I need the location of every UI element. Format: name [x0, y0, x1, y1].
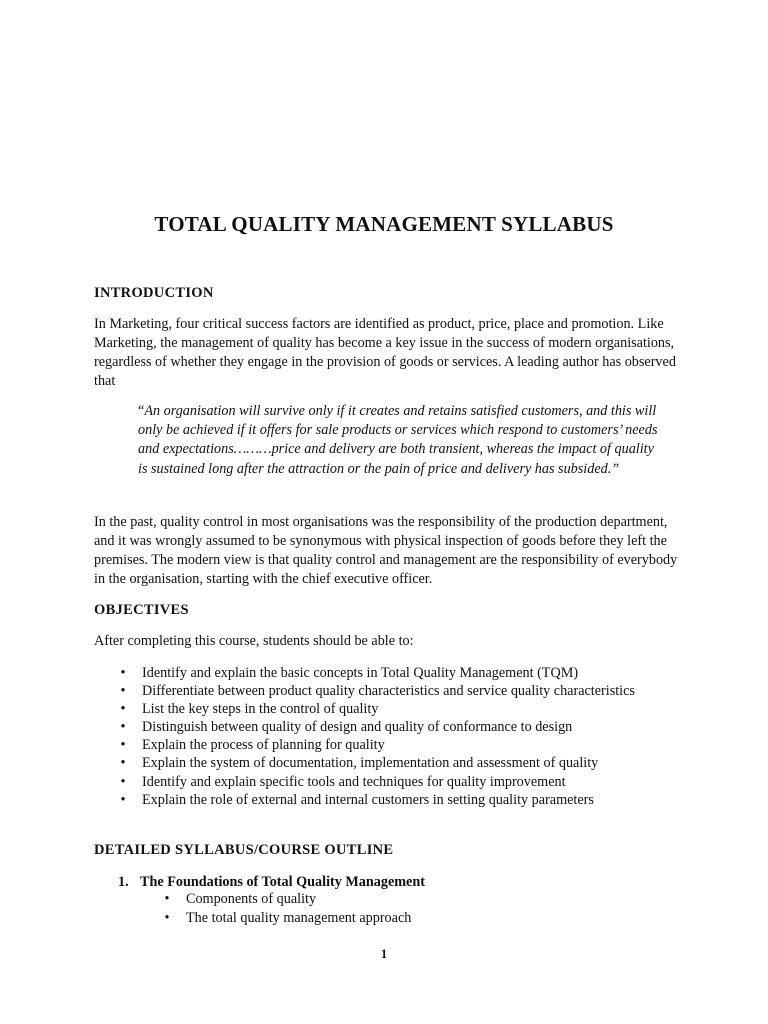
list-item	[162, 890, 662, 909]
module-title-text: The Foundations of Total Quality Management	[140, 874, 425, 890]
introduction-paragraph-2: In the past, quality control in most organisations was the responsibility of the production department, and it was wrongly assumed to be synonymous with physical inspection of goods before they left the premises. The modern view is that quality control and management are the responsibility of everybody in the organisation, starting with the chief executive officer.	[94, 514, 678, 587]
bullet-icon: •	[120, 773, 126, 790]
list-item	[118, 773, 678, 791]
list-item	[118, 754, 678, 772]
objective-text: Explain the process of planning for quality	[142, 737, 385, 754]
objective-text: Differentiate between product quality characteristics and service quality characteristics	[142, 683, 635, 700]
bullet-icon: •	[120, 683, 126, 700]
list-item	[118, 664, 678, 682]
objectives-list	[118, 664, 678, 809]
list-item	[118, 700, 678, 718]
introduction-paragraph-1: In Marketing, four critical success factors are identified as product, price, place and promotion. Like Marketing, the management of quality has become a key issue in the success of modern organisations, regardless of whether they engage in the provision of goods or services. A leading author has observed that	[94, 316, 676, 389]
objective-text: Identify and explain the basic concepts in Total Quality Management (TQM)	[142, 665, 579, 681]
bullet-icon: •	[120, 719, 126, 736]
topic-text: Components of quality	[186, 891, 317, 907]
document-title: TOTAL QUALITY MANAGEMENT SYLLABUS	[154, 212, 614, 236]
objective-text: Explain the system of documentation, implementation and assessment of quality	[142, 755, 599, 772]
introduction-heading: INTRODUCTION	[94, 285, 214, 301]
bullet-icon: •	[164, 909, 170, 926]
quotation-text: An organisation will survive only if it creates and retains satisfied customers, and this will only be achieved if it offers for sale products or services which respond to customers’ needs and expectations………price and delivery are both transient, whereas the impact of quality is sustained long after the attraction or the pain of price and delivery has subsided.”	[138, 403, 658, 477]
objective-text: Identify and explain specific tools and techniques for quality improvement	[142, 773, 566, 790]
list-item	[118, 718, 678, 736]
module-number: 1.	[118, 874, 129, 890]
objective-text: Explain the role of external and internal customers in setting quality parameters	[142, 791, 594, 808]
page-number: 1	[380, 947, 388, 961]
bullet-icon: •	[120, 791, 126, 808]
objectives-heading: OBJECTIVES	[94, 602, 189, 618]
bullet-icon: •	[120, 755, 126, 772]
topic-text: The total quality management approach	[186, 909, 412, 926]
list-item	[118, 682, 678, 700]
bullet-icon: •	[120, 665, 126, 681]
list-item	[118, 736, 678, 754]
list-item	[118, 791, 678, 809]
bullet-icon: •	[164, 891, 170, 907]
objective-text: Distinguish between quality of design and quality of conformance to design	[142, 719, 573, 736]
quote-open-mark: “	[138, 403, 145, 419]
module-1-topics	[162, 890, 662, 927]
quotation-block	[138, 402, 658, 479]
objective-text: List the key steps in the control of quality	[142, 701, 379, 718]
bullet-icon: •	[120, 737, 126, 754]
bullet-icon: •	[120, 701, 126, 718]
syllabus-heading: DETAILED SYLLABUS/COURSE OUTLINE	[94, 842, 394, 858]
objectives-lead: After completing this course, students should be able to:	[94, 633, 414, 649]
list-item	[162, 909, 662, 928]
